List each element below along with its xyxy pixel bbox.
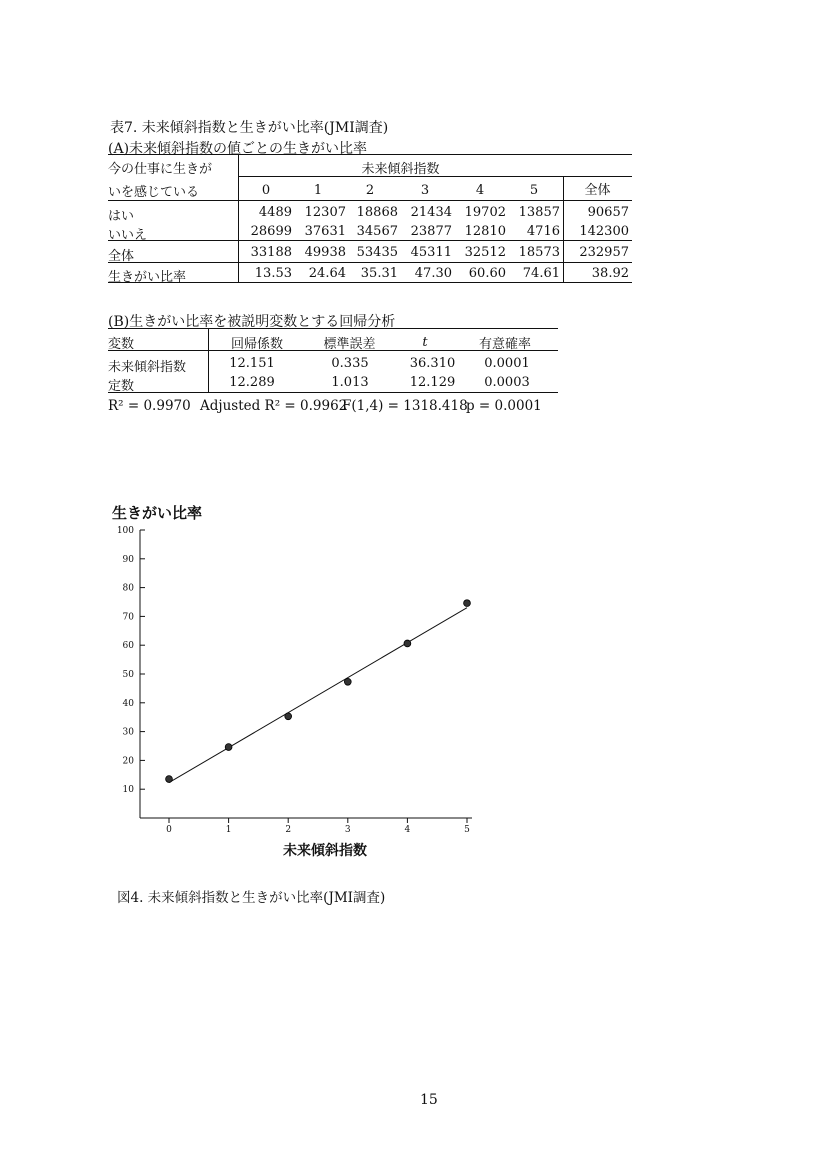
data-point <box>344 678 351 685</box>
page-number: 15 <box>420 1092 438 1108</box>
x-tick-label: 4 <box>404 825 411 835</box>
reg-cell: 12.151 <box>229 356 275 371</box>
row-label: はい <box>108 209 135 224</box>
table-cell: 24.64 <box>308 266 346 281</box>
col-header-total: 全体 <box>584 183 611 198</box>
col-header-variable: 変数 <box>108 337 135 352</box>
y-tick-label: 10 <box>122 785 134 796</box>
table-cell-total: 142300 <box>579 224 629 239</box>
x-tick-label: 0 <box>166 825 172 835</box>
table-cell: 4716 <box>526 224 560 239</box>
scatter-chart <box>100 520 490 840</box>
table-cell: 19702 <box>464 205 506 220</box>
col-header: 2 <box>365 183 375 198</box>
col-header-coef: 回帰係数 <box>230 337 283 352</box>
y-tick-label: 40 <box>122 698 134 709</box>
row-label: 生きがい比率 <box>108 270 187 285</box>
reg-cell: 1.013 <box>331 375 369 390</box>
table-cell: 32512 <box>464 245 506 260</box>
table-cell: 12810 <box>464 224 506 239</box>
col-header: 4 <box>475 183 485 198</box>
data-point <box>285 713 292 720</box>
col-header: 5 <box>529 183 539 198</box>
table-a-total-rule <box>108 262 632 263</box>
fit-line-group <box>169 608 467 783</box>
data-point <box>464 600 471 607</box>
stat-p: p = 0.0001 <box>466 398 542 414</box>
y-tick-label: 100 <box>116 526 134 536</box>
row-label: いいえ <box>108 228 148 243</box>
y-tick-label: 20 <box>122 756 134 767</box>
x-tick-label: 1 <box>225 825 232 835</box>
y-tick-label: 70 <box>122 612 134 623</box>
reg-cell: 36.310 <box>409 356 456 371</box>
table-cell: 33188 <box>250 245 292 260</box>
col-header-p: 有意確率 <box>478 337 531 352</box>
table-cell: 47.30 <box>414 266 452 281</box>
data-point <box>404 640 411 647</box>
y-tick-label: 30 <box>122 727 134 738</box>
table-cell: 53435 <box>356 245 398 260</box>
x-axis-label: 未来傾斜指数 <box>283 843 367 859</box>
data-point <box>225 744 232 751</box>
table-b-subtitle: (B)生きがい比率を被説明変数とする回帰分析 <box>108 314 396 330</box>
table-cell: 49938 <box>304 245 346 260</box>
table-cell: 34567 <box>356 224 398 239</box>
y-tick-label: 90 <box>122 554 134 565</box>
stat-r2: R² = 0.9970 <box>108 398 191 414</box>
table-title: 表7. 未来傾斜指数と生きがい比率(JMI調査) <box>110 120 389 136</box>
regression-fit-line <box>169 608 467 783</box>
table-cell: 13.53 <box>254 266 292 281</box>
table-b-top-rule <box>108 328 558 329</box>
reg-cell: 12.129 <box>409 375 456 390</box>
table-cell: 60.60 <box>468 266 506 281</box>
row-header-line1: 今の仕事に生きが <box>108 162 213 177</box>
figure-caption: 図4. 未来傾斜指数と生きがい比率(JMI調査) <box>117 890 386 906</box>
table-a-body-rule <box>108 240 632 241</box>
col-header: 1 <box>313 183 323 198</box>
table-cell: 4489 <box>258 205 292 220</box>
table-cell-total: 90657 <box>587 205 629 220</box>
y-ticks <box>117 526 145 795</box>
data-points <box>166 600 471 783</box>
stat-adj-r2: Adjusted R² = 0.9962 <box>200 398 348 414</box>
table-a-header-rule <box>108 200 632 201</box>
table-cell: 21434 <box>410 205 452 220</box>
table-cell: 13857 <box>518 205 560 220</box>
col-header: 0 <box>261 183 271 198</box>
table-cell: 37631 <box>304 224 346 239</box>
table-cell: 35.31 <box>360 266 398 281</box>
column-group-header: 未来傾斜指数 <box>361 162 440 177</box>
table-b-stub-divider <box>208 328 209 392</box>
reg-cell: 0.335 <box>331 356 369 371</box>
reg-cell: 12.289 <box>229 375 275 390</box>
x-tick-label: 3 <box>344 825 351 835</box>
table-cell: 74.61 <box>522 266 560 281</box>
table-cell: 28699 <box>250 224 292 239</box>
chart-title: 生きがい比率 <box>112 504 203 522</box>
row-label: 全体 <box>108 249 135 264</box>
table-b-bottom-rule <box>108 392 558 393</box>
table-a-bottom-rule <box>108 282 632 283</box>
x-ticks <box>166 818 470 835</box>
table-a-subtitle: (A)未来傾斜指数の値ごとの生きがい比率 <box>108 141 368 157</box>
table-cell: 18573 <box>518 245 560 260</box>
reg-cell: 0.0001 <box>484 356 530 371</box>
row-header-line2: いを感じている <box>108 185 200 200</box>
table-cell: 45311 <box>410 245 452 260</box>
table-cell: 23877 <box>410 224 452 239</box>
y-tick-label: 50 <box>122 670 134 680</box>
reg-row-label: 未来傾斜指数 <box>108 360 187 375</box>
table-a-top-rule <box>108 154 632 155</box>
table-cell: 18868 <box>356 205 398 220</box>
reg-row-label: 定数 <box>108 379 135 394</box>
reg-cell: 0.0003 <box>484 375 530 390</box>
table-cell-total: 232957 <box>579 245 629 260</box>
col-header-t: t <box>422 335 428 350</box>
y-tick-label: 80 <box>122 583 134 594</box>
x-tick-label: 5 <box>464 825 470 835</box>
col-header: 3 <box>420 183 430 198</box>
y-tick-label: 60 <box>122 641 134 652</box>
data-point <box>166 776 173 783</box>
stat-f: F(1,4) = 1318.418 <box>342 398 468 414</box>
table-cell-total: 38.92 <box>591 266 629 281</box>
x-tick-label: 2 <box>285 825 292 835</box>
chart-axes <box>140 530 472 818</box>
table-cell: 12307 <box>304 205 346 220</box>
col-header-se: 標準誤差 <box>323 337 376 352</box>
